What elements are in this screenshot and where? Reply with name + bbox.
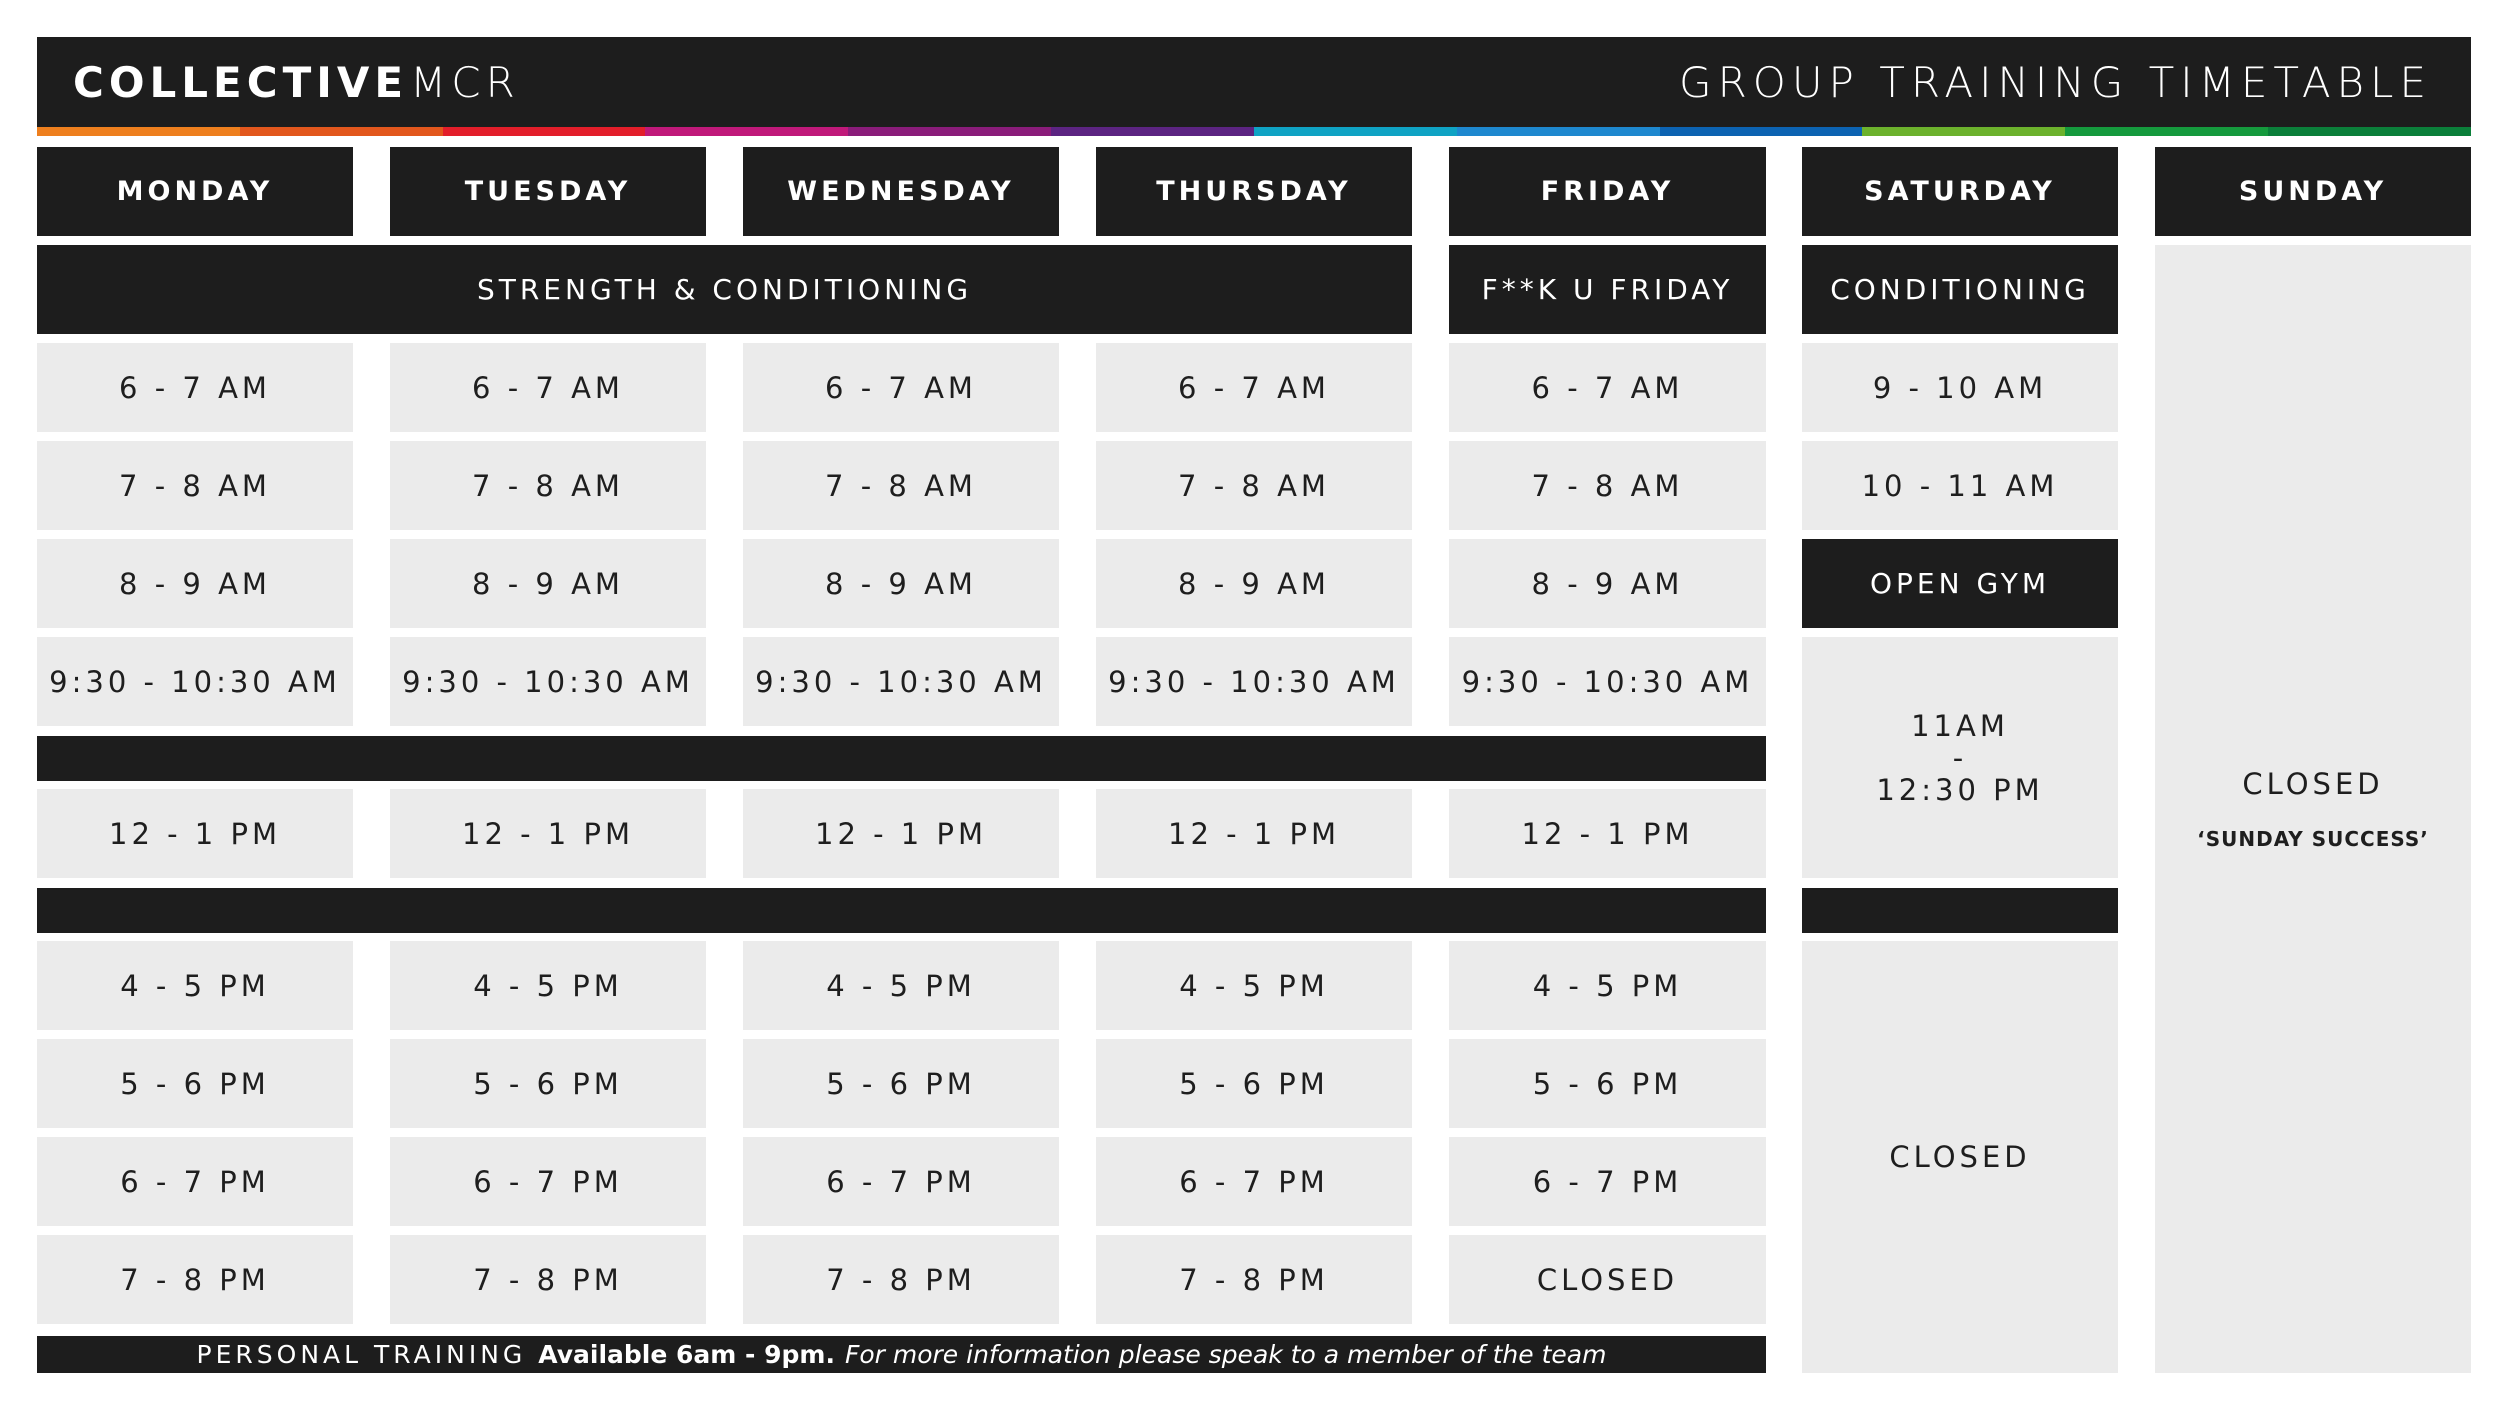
slot-thursday-6pm: 6 - 7 PM (1096, 1137, 1412, 1226)
divider-bar-saturday (1802, 888, 2118, 933)
slot-thursday-6am: 6 - 7 AM (1096, 343, 1412, 432)
slot-wednesday-6am: 6 - 7 AM (743, 343, 1059, 432)
stripe-segment (1254, 127, 1457, 136)
slot-wednesday-7am: 7 - 8 AM (743, 441, 1059, 530)
slot-wednesday-7pm: 7 - 8 PM (743, 1235, 1059, 1324)
slot-monday-8am: 8 - 9 AM (37, 539, 353, 628)
slot-friday-930am: 9:30 - 10:30 AM (1449, 637, 1766, 726)
sunday-note: ‘SUNDAY SUCCESS’ (2197, 827, 2429, 851)
slot-tuesday-7am: 7 - 8 AM (390, 441, 706, 530)
slot-tuesday-7pm: 7 - 8 PM (390, 1235, 706, 1324)
open-gym-end: 12:30 PM (1876, 772, 2044, 807)
stripe-segment (645, 127, 848, 136)
slot-monday-12pm: 12 - 1 PM (37, 789, 353, 878)
stripe-segment (240, 127, 443, 136)
day-header-monday: MONDAY (37, 147, 353, 236)
slot-wednesday-4pm: 4 - 5 PM (743, 941, 1059, 1030)
divider-bar (37, 736, 1766, 781)
stripe-segment (848, 127, 1051, 136)
slot-monday-7am: 7 - 8 AM (37, 441, 353, 530)
day-header-thursday: THURSDAY (1096, 147, 1412, 236)
saturday-open-gym-label: OPEN GYM (1802, 539, 2118, 628)
program-strength-conditioning: STRENGTH & CONDITIONING (37, 245, 1412, 334)
slot-friday-12pm: 12 - 1 PM (1449, 789, 1766, 878)
logo (73, 56, 520, 108)
slot-monday-4pm: 4 - 5 PM (37, 941, 353, 1030)
footer-bar (37, 1336, 1766, 1373)
slot-saturday-9am: 9 - 10 AM (1802, 343, 2118, 432)
stripe-segment (37, 127, 240, 136)
stripe-segment (1660, 127, 1863, 136)
slot-friday-4pm: 4 - 5 PM (1449, 941, 1766, 1030)
stripe-segment (1457, 127, 1660, 136)
slot-thursday-12pm: 12 - 1 PM (1096, 789, 1412, 878)
program-friday: F**K U FRIDAY (1449, 245, 1766, 334)
slot-saturday-10am: 10 - 11 AM (1802, 441, 2118, 530)
sunday-status: CLOSED (2242, 767, 2384, 801)
stripe-segment (2268, 127, 2471, 136)
slot-friday-5pm: 5 - 6 PM (1449, 1039, 1766, 1128)
slot-tuesday-6am: 6 - 7 AM (390, 343, 706, 432)
slot-friday-6am: 6 - 7 AM (1449, 343, 1766, 432)
slot-wednesday-8am: 8 - 9 AM (743, 539, 1059, 628)
slot-tuesday-4pm: 4 - 5 PM (390, 941, 706, 1030)
slot-wednesday-5pm: 5 - 6 PM (743, 1039, 1059, 1128)
slot-friday-7am: 7 - 8 AM (1449, 441, 1766, 530)
slot-thursday-7am: 7 - 8 AM (1096, 441, 1412, 530)
slot-wednesday-930am: 9:30 - 10:30 AM (743, 637, 1059, 726)
slot-thursday-8am: 8 - 9 AM (1096, 539, 1412, 628)
color-stripe (37, 127, 2471, 136)
day-header-sunday: SUNDAY (2155, 147, 2471, 236)
slot-tuesday-12pm: 12 - 1 PM (390, 789, 706, 878)
open-gym-dash: - (1952, 740, 1968, 775)
day-header-friday: FRIDAY (1449, 147, 1766, 236)
slot-saturday-closed: CLOSED (1802, 941, 2118, 1373)
slot-monday-930am: 9:30 - 10:30 AM (37, 637, 353, 726)
slot-tuesday-5pm: 5 - 6 PM (390, 1039, 706, 1128)
program-saturday-conditioning: CONDITIONING (1802, 245, 2118, 334)
slot-monday-6pm: 6 - 7 PM (37, 1137, 353, 1226)
slot-friday-6pm: 6 - 7 PM (1449, 1137, 1766, 1226)
slot-thursday-5pm: 5 - 6 PM (1096, 1039, 1412, 1128)
slot-tuesday-6pm: 6 - 7 PM (390, 1137, 706, 1226)
stripe-segment (443, 127, 646, 136)
logo-light-text: MCR (410, 57, 520, 107)
footer-availability: Available 6am - 9pm. (538, 1340, 835, 1369)
logo-bold-text: COLLECTIVE (73, 57, 409, 107)
slot-monday-5pm: 5 - 6 PM (37, 1039, 353, 1128)
slot-wednesday-12pm: 12 - 1 PM (743, 789, 1059, 878)
slot-thursday-7pm: 7 - 8 PM (1096, 1235, 1412, 1324)
slot-tuesday-930am: 9:30 - 10:30 AM (390, 637, 706, 726)
page-title: GROUP TRAINING TIMETABLE (1679, 57, 2432, 107)
slot-monday-6am: 6 - 7 AM (37, 343, 353, 432)
day-header-tuesday: TUESDAY (390, 147, 706, 236)
open-gym-start: 11AM (1911, 708, 2009, 743)
slot-monday-7pm: 7 - 8 PM (37, 1235, 353, 1324)
stripe-segment (1051, 127, 1254, 136)
slot-saturday-open-gym (1802, 637, 2118, 878)
divider-bar (37, 888, 1766, 933)
stripe-segment (1862, 127, 2065, 136)
slot-wednesday-6pm: 6 - 7 PM (743, 1137, 1059, 1226)
slot-friday-8am: 8 - 9 AM (1449, 539, 1766, 628)
sunday-closed-panel (2155, 245, 2471, 1373)
day-header-saturday: SATURDAY (1802, 147, 2118, 236)
stripe-segment (2065, 127, 2268, 136)
footer-personal-training: PERSONAL TRAINING (196, 1340, 527, 1369)
day-header-wednesday: WEDNESDAY (743, 147, 1059, 236)
slot-thursday-4pm: 4 - 5 PM (1096, 941, 1412, 1030)
slot-thursday-930am: 9:30 - 10:30 AM (1096, 637, 1412, 726)
footer-info: For more information please speak to a member of the team (844, 1340, 1607, 1369)
slot-friday-closed: CLOSED (1449, 1235, 1766, 1324)
slot-tuesday-8am: 8 - 9 AM (390, 539, 706, 628)
